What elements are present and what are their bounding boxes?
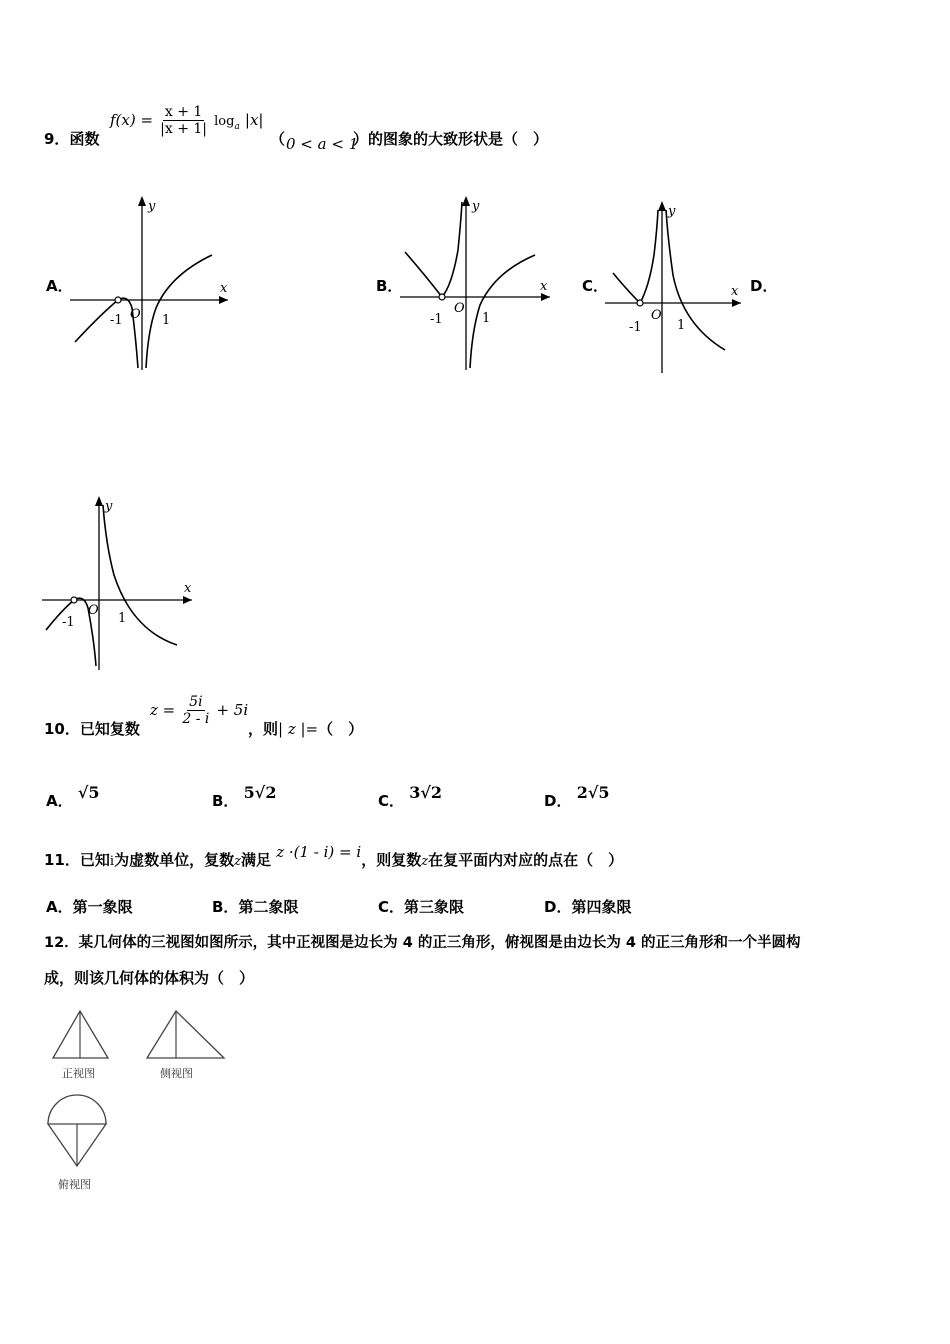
q11-option-b-label: B． bbox=[212, 898, 239, 916]
q9-condition-wrap bbox=[270, 128, 285, 149]
q10-option-b-value: 5√2 bbox=[243, 783, 277, 802]
q9-option-a-label[interactable]: A． bbox=[46, 277, 73, 295]
q11-option-d-label: D． bbox=[544, 898, 572, 916]
curve-left bbox=[405, 202, 462, 297]
q10-option-b[interactable] bbox=[212, 783, 277, 811]
q11-option-c[interactable] bbox=[378, 896, 464, 917]
hole-marker bbox=[71, 597, 77, 603]
neg-one-label: -1 bbox=[110, 313, 123, 328]
q11-option-c-value: 第三象限 bbox=[404, 898, 465, 916]
q11-p1: 已知 bbox=[79, 851, 110, 869]
q12-front-view bbox=[48, 1008, 114, 1064]
q11-option-a-label: A． bbox=[46, 898, 73, 916]
curve-right bbox=[146, 255, 212, 368]
q10-option-c-value: 3√2 bbox=[409, 783, 443, 802]
y-arrow-icon bbox=[138, 196, 146, 206]
one-label: 1 bbox=[482, 311, 491, 326]
q11-p3: 满足 bbox=[240, 851, 271, 869]
q12-front-caption: 正视图 bbox=[62, 1067, 95, 1080]
curve-left bbox=[613, 210, 658, 303]
q10-z-eq: z = bbox=[150, 701, 176, 719]
q10-lead: 已知复数 bbox=[79, 720, 140, 738]
hole-marker bbox=[439, 294, 445, 300]
q11-number: 11． bbox=[44, 851, 80, 869]
origin-label: O bbox=[88, 603, 99, 618]
neg-one-label: -1 bbox=[62, 615, 75, 630]
q10-option-b-label: B． bbox=[212, 792, 239, 810]
x-arrow-icon bbox=[183, 596, 192, 604]
q11-p4: ，则复数 bbox=[361, 851, 422, 869]
neg-one-label: -1 bbox=[629, 320, 642, 335]
q9-graph-b[interactable] bbox=[400, 190, 560, 375]
q10-fraction bbox=[180, 694, 211, 727]
q9-formula bbox=[110, 104, 263, 137]
hole-marker bbox=[115, 297, 121, 303]
q9-number: 9． bbox=[44, 130, 70, 148]
q10-option-a-label: A． bbox=[46, 792, 73, 810]
one-label: 1 bbox=[677, 318, 686, 333]
one-label: 1 bbox=[162, 313, 171, 328]
origin-label: O bbox=[454, 301, 465, 316]
q11-option-a[interactable] bbox=[46, 896, 133, 917]
q10-formula bbox=[150, 694, 248, 727]
q9-cond-close: ） bbox=[353, 130, 369, 148]
q9-tail: 的图象的大致形状是（ ） bbox=[368, 130, 549, 148]
origin-label: O bbox=[130, 307, 141, 322]
y-label: y bbox=[105, 499, 113, 514]
q9-log-arg: |x| bbox=[244, 111, 264, 129]
y-label: y bbox=[148, 199, 156, 214]
q11-option-d-value: 第四象限 bbox=[571, 898, 632, 916]
q12-line2: 成，则该几何体的体积为（ ） bbox=[44, 969, 255, 987]
q12-line1: 12．某几何体的三视图如图所示，其中正视图是边长为 4 的正三角形，俯视图是由边长为 4 的正三角形和一个半圆构 bbox=[44, 935, 801, 951]
curve-left bbox=[75, 298, 138, 368]
neg-one-label: -1 bbox=[430, 312, 443, 327]
curve-right bbox=[666, 210, 725, 350]
y-arrow-icon bbox=[462, 196, 470, 206]
q11-equation: z ·(1 - i) = i bbox=[276, 843, 362, 861]
q9-stem bbox=[44, 128, 99, 149]
y-label: y bbox=[472, 199, 480, 214]
q11-option-c-label: C． bbox=[378, 898, 405, 916]
curve-right bbox=[103, 505, 177, 645]
q10-option-d-label: D． bbox=[544, 792, 572, 810]
q9-cond-open: （ bbox=[270, 130, 286, 148]
q10-abs: | z |= bbox=[278, 720, 319, 738]
q9-tail-wrap bbox=[353, 128, 548, 149]
q10-frac-den: 2 - i bbox=[182, 711, 210, 727]
q9-option-b-label[interactable]: B． bbox=[376, 277, 403, 295]
q9-condition: 0 < a < 1 bbox=[286, 135, 359, 153]
q9-graph-c[interactable] bbox=[605, 195, 745, 380]
q10-option-c[interactable] bbox=[378, 783, 443, 811]
q9-graph-d[interactable] bbox=[42, 490, 202, 675]
x-arrow-icon bbox=[541, 293, 550, 301]
q11-i: i bbox=[109, 854, 115, 869]
q11-option-b[interactable] bbox=[212, 896, 298, 917]
q9-option-c-label[interactable]: C． bbox=[582, 277, 609, 295]
q10-option-a-value: √5 bbox=[77, 783, 100, 802]
q12-top-caption: 俯视图 bbox=[58, 1178, 91, 1191]
q10-option-a[interactable] bbox=[46, 783, 100, 811]
x-label: x bbox=[184, 581, 192, 596]
q11-z2: z bbox=[421, 854, 429, 869]
x-arrow-icon bbox=[732, 299, 741, 307]
q10-number: 10． bbox=[44, 720, 80, 738]
curve-right bbox=[470, 255, 535, 368]
q11-z: z bbox=[234, 854, 241, 869]
q11-option-a-value: 第一象限 bbox=[72, 898, 133, 916]
side-triangle bbox=[147, 1011, 224, 1058]
q9-lead: 函数 bbox=[69, 130, 100, 148]
q10-plus-term: + 5i bbox=[216, 701, 249, 719]
x-label: x bbox=[731, 284, 739, 299]
q12-side-caption: 侧视图 bbox=[160, 1067, 193, 1080]
q10-paren: （ ） bbox=[318, 720, 364, 738]
q11-p5: 在复平面内对应的点在（ ） bbox=[428, 851, 624, 869]
hole-marker bbox=[637, 300, 643, 306]
q9-graph-a[interactable] bbox=[70, 190, 230, 375]
x-label: x bbox=[220, 281, 228, 296]
q9-frac-num: x + 1 bbox=[164, 104, 203, 120]
top-semicircle bbox=[48, 1095, 106, 1124]
x-arrow-icon bbox=[219, 296, 228, 304]
q9-option-d-label[interactable]: D． bbox=[750, 277, 778, 295]
q9-log: log bbox=[214, 114, 235, 129]
q9-log-base: a bbox=[234, 122, 240, 133]
q9-f-of-x: f(x) = bbox=[110, 111, 154, 129]
q10-option-c-label: C． bbox=[378, 792, 405, 810]
y-label: y bbox=[668, 204, 676, 219]
q12-top-view bbox=[44, 1094, 110, 1170]
q11-option-d[interactable] bbox=[544, 896, 631, 917]
q10-frac-num: 5i bbox=[189, 694, 203, 710]
x-label: x bbox=[540, 279, 548, 294]
q10-stem bbox=[44, 718, 140, 739]
q9-frac-den: |x + 1| bbox=[160, 121, 208, 137]
one-label: 1 bbox=[118, 611, 127, 626]
q10-option-d[interactable] bbox=[544, 783, 610, 811]
q12-side-view bbox=[144, 1008, 228, 1064]
y-arrow-icon bbox=[95, 496, 103, 506]
q9-fraction bbox=[158, 104, 209, 137]
q10-option-d-value: 2√5 bbox=[576, 783, 610, 802]
q10-tail-wrap bbox=[248, 718, 363, 739]
q10-tail: ，则 bbox=[248, 720, 279, 738]
q11-option-b-value: 第二象限 bbox=[238, 898, 299, 916]
origin-label: O bbox=[651, 308, 662, 323]
q11-p2: 为虚数单位，复数 bbox=[114, 851, 235, 869]
y-arrow-icon bbox=[658, 201, 666, 211]
q11-stem bbox=[44, 843, 624, 870]
